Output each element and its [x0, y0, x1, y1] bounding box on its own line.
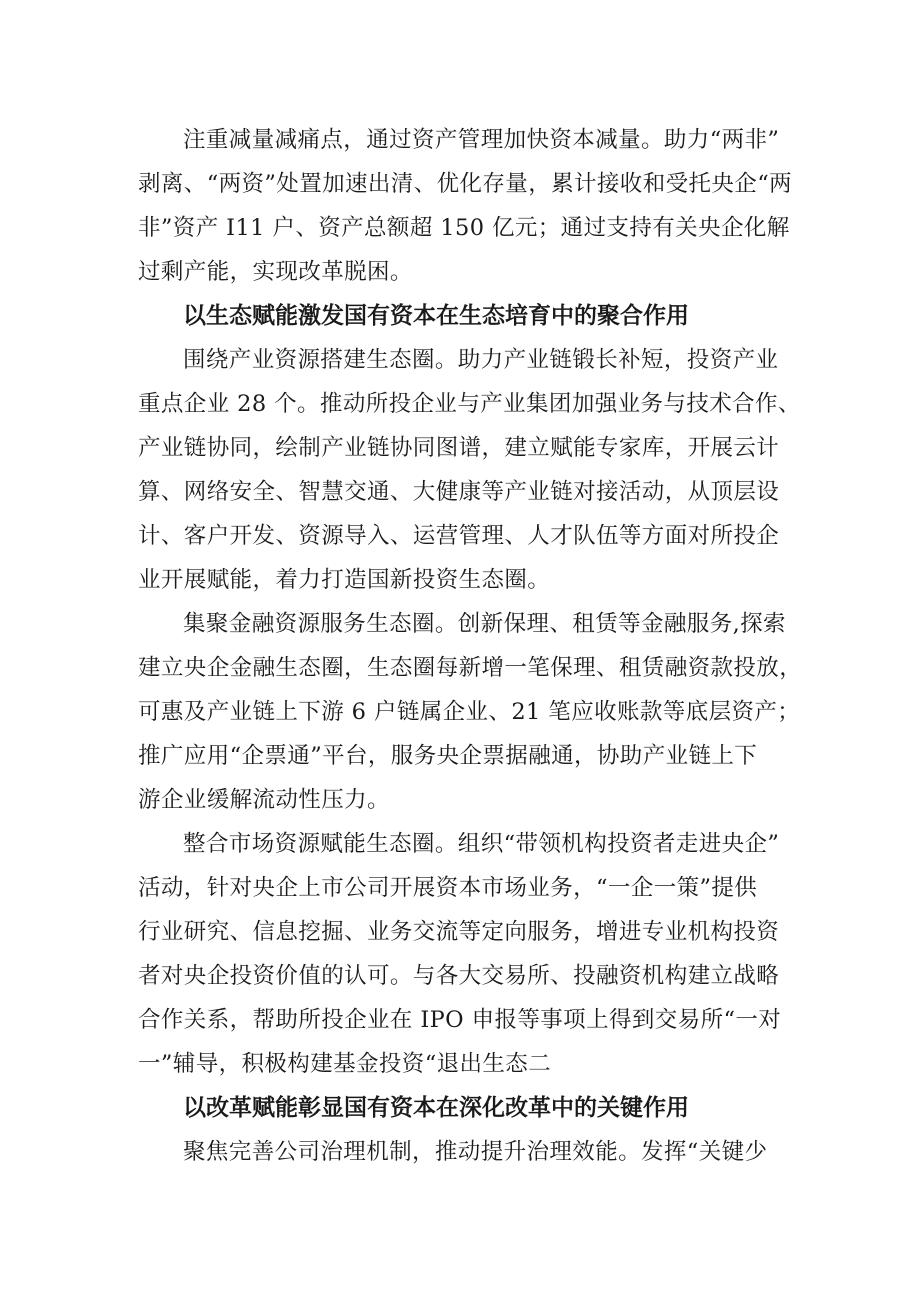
- paragraph-asset-reduction: [138, 118, 798, 294]
- text-line: 非”资产 I11 户、资产总额超 150 亿元；通过支持有关央企化解: [138, 215, 790, 241]
- document-page: [138, 118, 803, 1174]
- text-line: 过剩产能，实现改革脱困。: [138, 259, 413, 285]
- paragraph-finance-ecosystem: [138, 602, 803, 822]
- text-line: 一”辅导，积极构建基金投资“退出生态二: [138, 1051, 552, 1077]
- text-line: 行业研究、信息挖掘、业务交流等定向服务，增进专业机构投资: [138, 919, 780, 945]
- text-line: 重点企业 28 个。推动所投企业与产业集团加强业务与技术合作、: [138, 391, 801, 417]
- section-heading-reform: 以改革赋能彰显国有资本在深化改革中的关键作用: [183, 1095, 689, 1121]
- text-line: 集聚金融资源服务生态圈。创新保理、租赁等金融服务,探索: [183, 611, 786, 637]
- text-line: 活动，针对央企上市公司开展资本市场业务，“一企一策”提供: [138, 875, 758, 901]
- section-heading-ecosystem: 以生态赋能激发国有资本在生态培育中的聚合作用: [183, 303, 689, 329]
- text-line: 算、网络安全、智慧交通、大健康等产业链对接活动，从顶层设: [138, 479, 780, 505]
- text-line: 产业链协同，绘制产业链协同图谱，建立赋能专家库，开展云计: [138, 435, 780, 461]
- text-line: 整合市场资源赋能生态圈。组织“带领机构投资者走进央企”: [183, 831, 780, 857]
- text-line: 可惠及产业链上下游 6 户链属企业、21 笔应收账款等底层资产；: [138, 699, 801, 725]
- text-line: 剥离、“两资”处置加速出清、优化存量，累计接收和受托央企“两: [138, 171, 793, 197]
- text-line: 合作关系，帮助所投企业在 IPO 申报等事项上得到交易所“一对: [138, 1007, 782, 1033]
- text-line: 者对央企投资价值的认可。与各大交易所、投融资机构建立战略: [138, 963, 780, 989]
- text-line: 业开展赋能，着力打造国新投资生态圈。: [138, 567, 551, 593]
- text-line: 围绕产业资源搭建生态圈。助力产业链锻长补短，投资产业: [183, 347, 779, 373]
- text-line: 推广应用“企票通”平台，服务央企票据融通，协助产业链上下: [138, 743, 758, 769]
- text-line: 游企业缓解流动性压力。: [138, 787, 390, 813]
- text-line: 建立央企金融生态圈，生态圈每新增一笔保理、租赁融资款投放，: [138, 655, 803, 681]
- paragraph-industry-ecosystem: [138, 338, 801, 602]
- paragraph-governance: [138, 1130, 798, 1174]
- paragraph-market-ecosystem: [138, 822, 798, 1086]
- text-line: 计、客户开发、资源导入、运营管理、人才队伍等方面对所投企: [138, 523, 780, 549]
- text-line: 聚焦完善公司治理机制，推动提升治理效能。发挥“关键少: [183, 1139, 768, 1165]
- text-line: 注重减量减痛点，通过资产管理加快资本减量。助力“两非”: [183, 127, 780, 153]
